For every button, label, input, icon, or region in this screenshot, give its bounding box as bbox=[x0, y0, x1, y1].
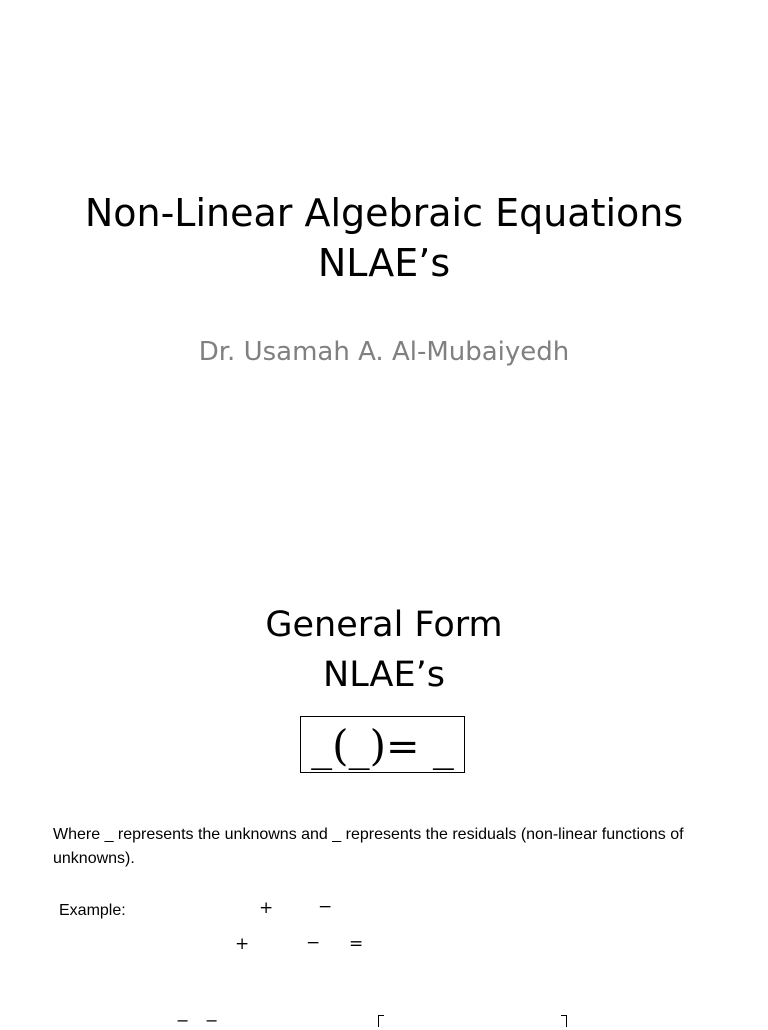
bottom-dash-2: − bbox=[205, 1011, 219, 1030]
slide1-subtitle: Dr. Usamah A. Al-Mubaiyedh bbox=[198, 337, 570, 367]
example-row1-minus: − bbox=[318, 897, 333, 917]
formula-description: Where _ represents the unknowns and _ represents the residuals (non-linear functions of unknowns). bbox=[53, 826, 684, 867]
slide2-title-line1: General Form bbox=[265, 605, 503, 645]
formula-equals: = bbox=[385, 724, 420, 770]
formula-part1: _( bbox=[311, 721, 349, 770]
slide2-title-line2: NLAE’s bbox=[323, 655, 445, 695]
formula-part2: _ bbox=[348, 721, 370, 770]
left-bracket-top bbox=[378, 1015, 384, 1027]
example-label: Example: bbox=[59, 902, 126, 919]
general-form-formula bbox=[300, 716, 465, 773]
example-row2-minus: − bbox=[306, 933, 321, 953]
slide1-title-line2: NLAE’s bbox=[317, 241, 451, 285]
slide1-title-line1: Non-Linear Algebraic Equations bbox=[84, 191, 684, 235]
slide1-title bbox=[0, 188, 768, 288]
formula-rhs: _ bbox=[432, 721, 454, 770]
slide2-title bbox=[0, 600, 768, 700]
right-bracket-top bbox=[561, 1015, 567, 1027]
formula-part3: ) bbox=[369, 721, 386, 770]
example-row2-plus: + bbox=[235, 934, 250, 954]
example-row2-equals: = bbox=[349, 934, 364, 954]
bottom-dash-1: − bbox=[176, 1011, 190, 1030]
example-row1-plus: + bbox=[259, 898, 274, 918]
